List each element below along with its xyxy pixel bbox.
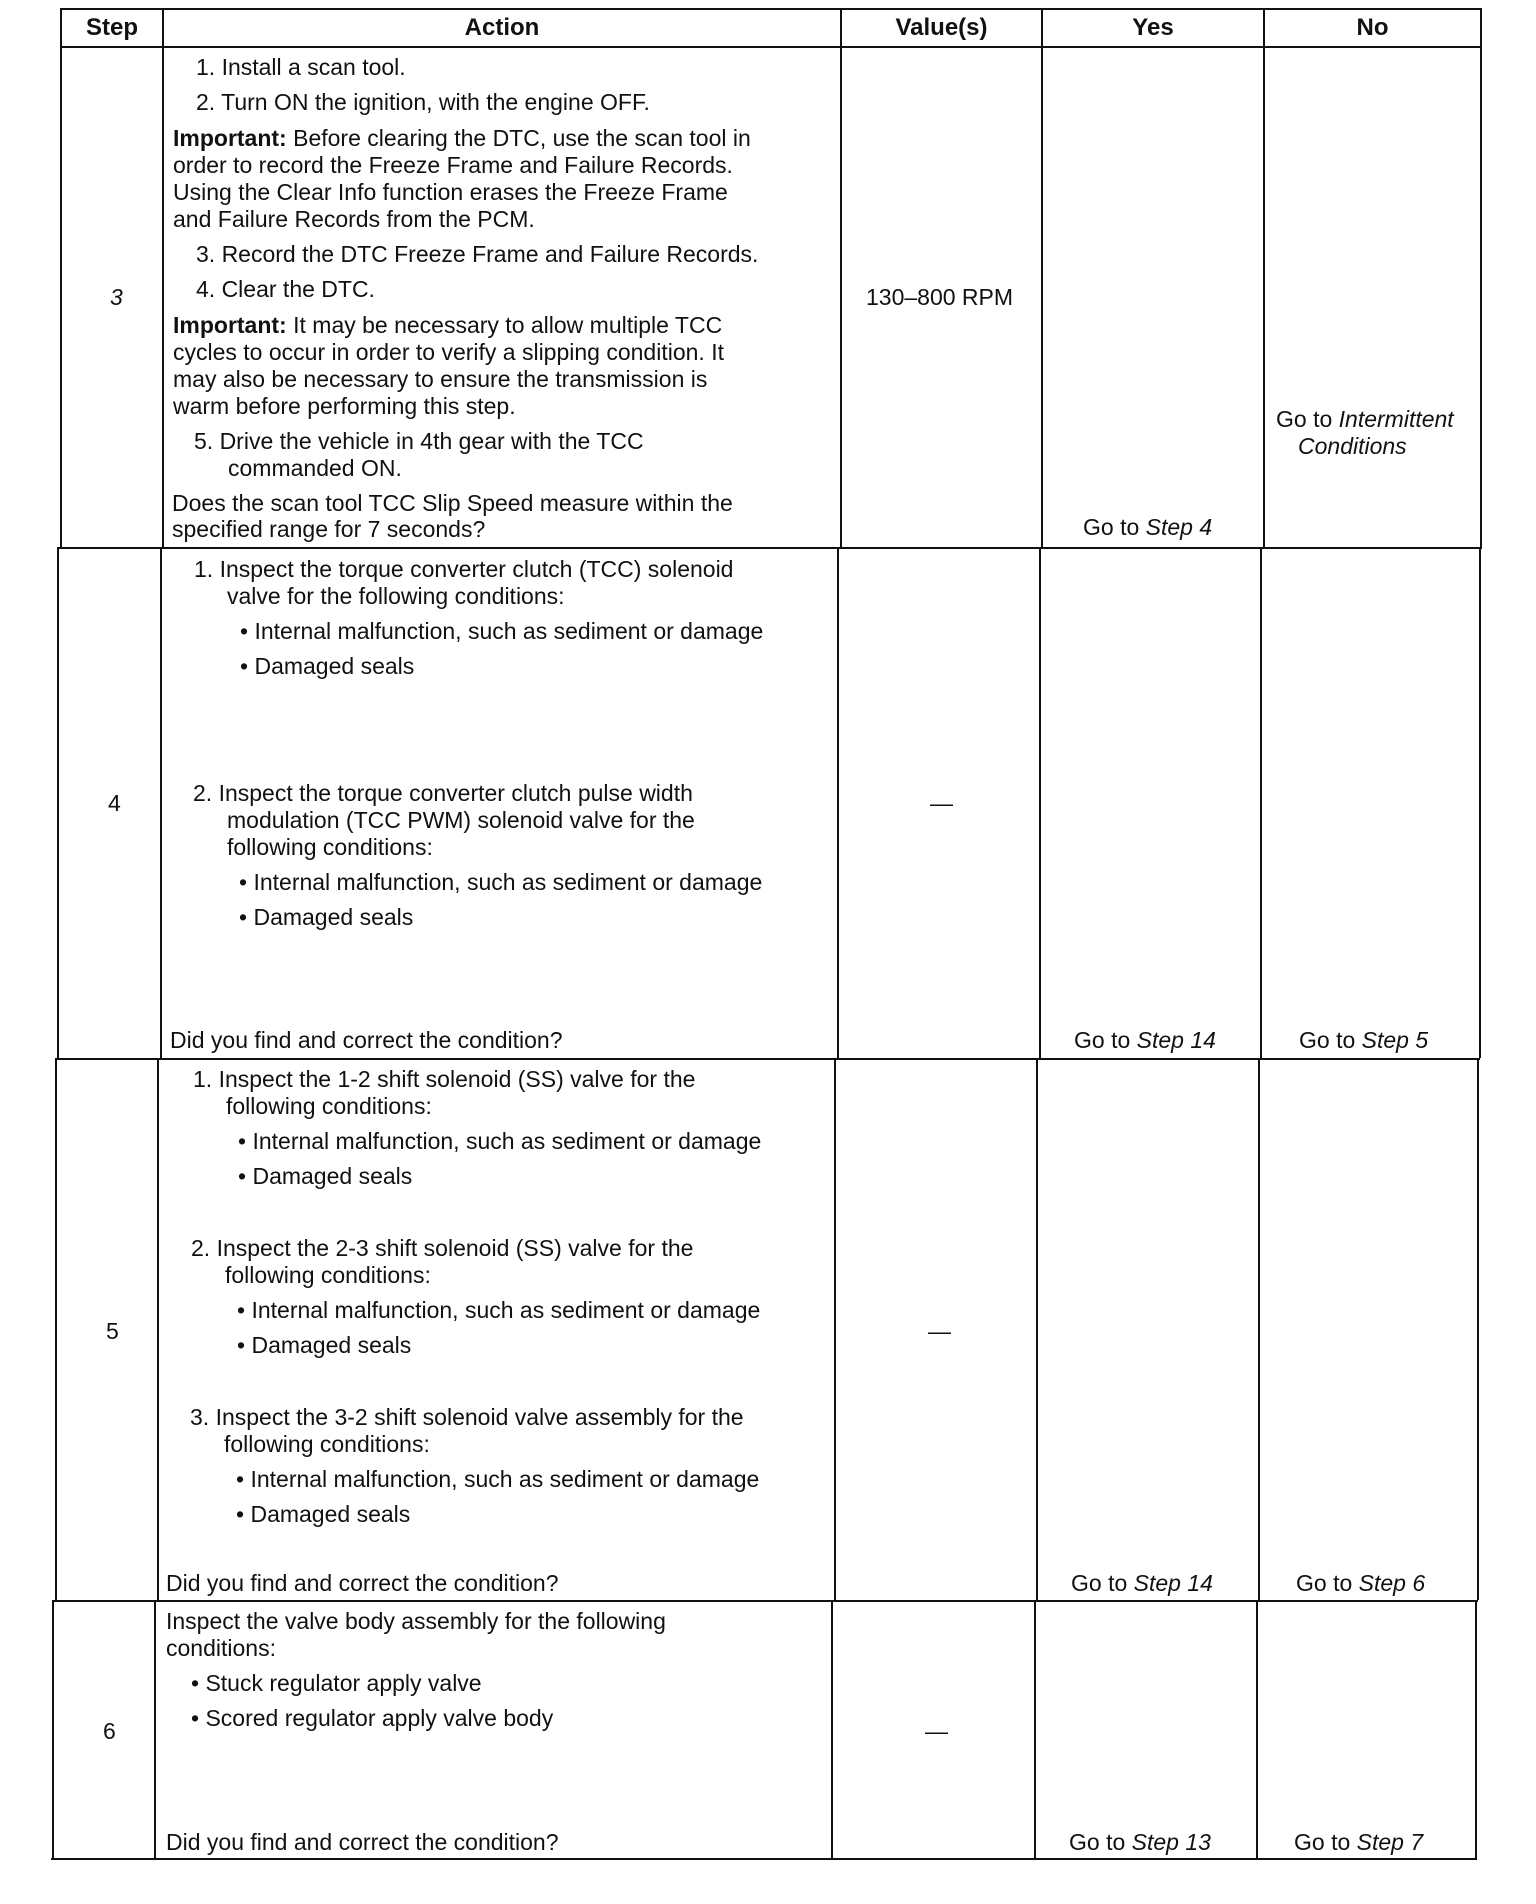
important-note: [173, 125, 751, 152]
action-line: conditions:: [166, 1635, 276, 1661]
goto-target: Step 7: [1356, 1829, 1424, 1855]
important-text: Using the Clear Info function erases the Freeze Frame: [173, 179, 728, 205]
rule-col3-a: [1041, 8, 1043, 547]
rule-col1-d: [154, 1600, 156, 1860]
rule-left-c: [55, 1058, 57, 1600]
rule-left-d: [52, 1600, 54, 1860]
step-number: 3: [110, 284, 123, 310]
bullet-item: [240, 653, 414, 680]
bullet-glyph: •: [238, 1128, 247, 1154]
bullet-item: [236, 1466, 759, 1493]
no-cell: [1296, 1570, 1425, 1597]
important-label: Important:: [173, 312, 287, 338]
rule-row5: [53, 1600, 1478, 1602]
bullet-text: Internal malfunction, such as sediment or damage: [250, 1466, 760, 1492]
bullet-glyph: •: [240, 653, 249, 679]
value-cell: —: [925, 1718, 948, 1744]
rule-col3-d: [1034, 1600, 1036, 1860]
rule-col2-c: [834, 1058, 836, 1600]
important-note: [173, 312, 722, 339]
question-text: Does the scan tool TCC Slip Speed measure within the: [172, 490, 733, 516]
bullet-glyph: •: [236, 1466, 245, 1492]
action-line: 2. Inspect the torque converter clutch pulse width: [193, 780, 693, 806]
action-line: 1. Inspect the torque converter clutch (TCC) solenoid: [194, 556, 734, 582]
goto-prefix: Go to: [1071, 1570, 1128, 1596]
important-text: It may be necessary to allow multiple TCC: [293, 312, 723, 338]
action-line: 5. Drive the vehicle in 4th gear with the TCC: [194, 428, 644, 454]
rule-row4: [56, 1058, 1480, 1060]
question-text: Did you find and correct the condition?: [170, 1027, 563, 1053]
bullet-text: Damaged seals: [252, 1163, 413, 1189]
bullet-item: [237, 1332, 411, 1359]
rule-col3-c: [1036, 1058, 1038, 1600]
goto-prefix: Go to: [1074, 1027, 1131, 1053]
bullet-glyph: •: [239, 869, 248, 895]
action-line: valve for the following conditions:: [227, 583, 565, 609]
rule-col4-d: [1256, 1600, 1258, 1860]
no-cell: [1294, 1829, 1423, 1856]
value-cell: 130–800 RPM: [866, 284, 1014, 310]
step-number: 6: [103, 1718, 116, 1744]
important-text: and Failure Records from the PCM.: [173, 206, 535, 232]
rule-right-b: [1479, 547, 1481, 1058]
question-text: specified range for 7 seconds?: [172, 516, 486, 542]
action-line: 4. Clear the DTC.: [196, 276, 375, 302]
action-line: 3. Inspect the 3-2 shift solenoid valve assembly for the: [190, 1404, 744, 1430]
action-line: Inspect the valve body assembly for the following: [166, 1608, 666, 1634]
action-line: following conditions:: [227, 834, 433, 860]
no-cell: [1299, 1027, 1428, 1054]
rule-bottom: [51, 1858, 1476, 1860]
goto-target: Step 4: [1145, 514, 1213, 540]
bullet-text: Internal malfunction, such as sediment or damage: [254, 618, 764, 644]
bullet-text: Damaged seals: [254, 653, 415, 679]
goto-target: Step 14: [1136, 1027, 1216, 1053]
goto-target: Intermittent: [1338, 406, 1454, 432]
rule-col4-c: [1258, 1058, 1260, 1600]
rule-right-a: [1480, 8, 1482, 547]
bullet-glyph: •: [239, 904, 248, 930]
action-line: 2. Inspect the 2-3 shift solenoid (SS) valve for the: [191, 1235, 694, 1261]
value-cell: —: [928, 1318, 951, 1344]
bullet-glyph: •: [236, 1501, 245, 1527]
bullet-glyph: •: [191, 1705, 200, 1731]
goto-prefix: Go to: [1294, 1829, 1351, 1855]
bullet-item: [191, 1670, 482, 1697]
bullet-text: Damaged seals: [251, 1332, 412, 1358]
bullet-text: Internal malfunction, such as sediment or damage: [252, 1128, 762, 1154]
rule-col1-b: [160, 547, 162, 1058]
action-line: 1. Install a scan tool.: [196, 54, 406, 80]
bullet-text: Stuck regulator apply valve: [205, 1670, 482, 1696]
important-label: Important:: [173, 125, 287, 151]
goto-prefix: Go to: [1299, 1027, 1356, 1053]
rule-header: [60, 46, 1482, 48]
goto-target: Step 5: [1361, 1027, 1429, 1053]
step-number: 4: [108, 790, 121, 816]
action-line: 2. Turn ON the ignition, with the engine OFF.: [196, 89, 650, 115]
yes-cell: [1074, 1027, 1216, 1054]
rule-right-d: [1475, 1600, 1477, 1860]
goto-target: Conditions: [1298, 433, 1407, 459]
action-line: following conditions:: [225, 1262, 431, 1288]
rule-top: [60, 8, 1482, 10]
header-values: Value(s): [895, 14, 988, 41]
no-cell: [1276, 406, 1454, 433]
goto-prefix: Go to: [1083, 514, 1140, 540]
yes-cell: [1069, 1829, 1211, 1856]
goto-prefix: Go to: [1069, 1829, 1126, 1855]
action-line: 1. Inspect the 1-2 shift solenoid (SS) valve for the: [193, 1066, 696, 1092]
bullet-item: [238, 1128, 761, 1155]
rule-col2-a: [840, 8, 842, 547]
bullet-item: [236, 1501, 410, 1528]
rule-col1-a: [162, 8, 164, 547]
important-text: cycles to occur in order to verify a slipping condition. It: [173, 339, 724, 365]
bullet-glyph: •: [240, 618, 249, 644]
rule-row3: [58, 547, 1482, 549]
action-line: 3. Record the DTC Freeze Frame and Failure Records.: [196, 241, 759, 267]
rule-right-c: [1477, 1058, 1479, 1600]
bullet-item: [238, 1163, 412, 1190]
bullet-item: [237, 1297, 760, 1324]
bullet-item: [240, 618, 763, 645]
bullet-glyph: •: [237, 1297, 246, 1323]
rule-left-a: [60, 8, 62, 547]
header-step: Step: [85, 14, 138, 41]
goto-target: Step 14: [1133, 1570, 1213, 1596]
rule-col1-c: [157, 1058, 159, 1600]
goto-prefix: Go to: [1276, 406, 1333, 432]
bullet-item: [191, 1705, 553, 1732]
important-text: warm before performing this step.: [173, 393, 516, 419]
header-no: No: [1356, 14, 1389, 41]
bullet-text: Internal malfunction, such as sediment or damage: [253, 869, 763, 895]
bullet-text: Damaged seals: [253, 904, 414, 930]
rule-col2-d: [831, 1600, 833, 1860]
bullet-text: Scored regulator apply valve body: [205, 1705, 554, 1731]
step-number: 5: [106, 1318, 119, 1344]
header-action: Action: [464, 14, 540, 41]
action-line: modulation (TCC PWM) solenoid valve for the: [227, 807, 695, 833]
action-line: following conditions:: [226, 1093, 432, 1119]
rule-col3-b: [1039, 547, 1041, 1058]
goto-target: Step 6: [1358, 1570, 1426, 1596]
bullet-glyph: •: [191, 1670, 200, 1696]
question-text: Did you find and correct the condition?: [166, 1829, 559, 1855]
rule-col2-b: [837, 547, 839, 1058]
value-cell: —: [930, 790, 953, 816]
important-text: order to record the Freeze Frame and Failure Records.: [173, 152, 733, 178]
important-text: may also be necessary to ensure the transmission is: [173, 366, 708, 392]
bullet-glyph: •: [237, 1332, 246, 1358]
action-line: commanded ON.: [228, 455, 402, 481]
rule-left-b: [57, 547, 59, 1058]
important-text: Before clearing the DTC, use the scan tool in: [293, 125, 751, 151]
bullet-item: [239, 869, 762, 896]
goto-target: Step 13: [1131, 1829, 1211, 1855]
bullet-text: Damaged seals: [250, 1501, 411, 1527]
yes-cell: [1083, 514, 1212, 541]
bullet-item: [239, 904, 413, 931]
action-line: following conditions:: [224, 1431, 430, 1457]
header-yes: Yes: [1132, 14, 1174, 41]
goto-prefix: Go to: [1296, 1570, 1353, 1596]
bullet-text: Internal malfunction, such as sediment or damage: [251, 1297, 761, 1323]
rule-col4-a: [1263, 8, 1265, 547]
rule-col4-b: [1260, 547, 1262, 1058]
question-text: Did you find and correct the condition?: [166, 1570, 559, 1596]
bullet-glyph: •: [238, 1163, 247, 1189]
yes-cell: [1071, 1570, 1213, 1597]
